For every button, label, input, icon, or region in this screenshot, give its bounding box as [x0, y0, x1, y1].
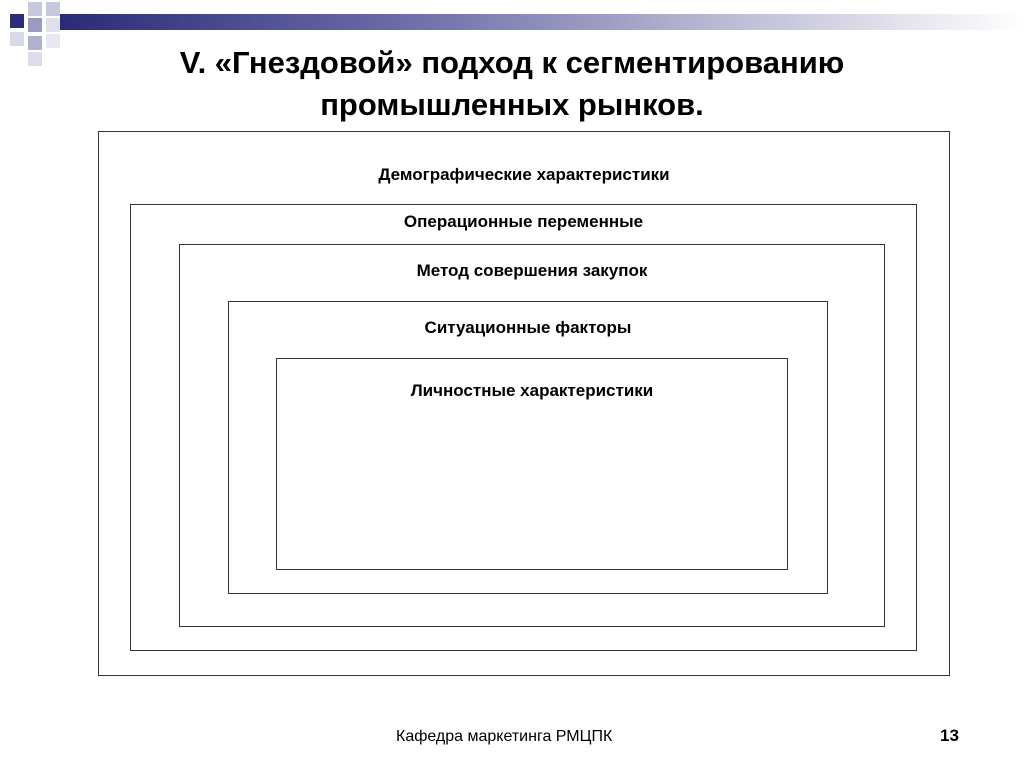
decorative-square: [46, 18, 60, 32]
decorative-square: [28, 36, 42, 50]
layer-label-situational: Ситуационные факторы: [424, 318, 632, 337]
layer-label-operational: Операционные переменные: [403, 212, 644, 231]
decorative-square: [10, 32, 24, 46]
layer-label-personal: Личностные характеристики: [410, 381, 654, 400]
layer-label-purchasing: Метод совершения закупок: [416, 261, 648, 280]
slide-title: [100, 42, 924, 126]
slide-footer: Кафедра маркетинга РМЦПК: [396, 728, 613, 745]
decorative-square: [28, 2, 42, 16]
decorative-header-bar: [60, 14, 1024, 30]
decorative-square: [28, 52, 42, 66]
decorative-square: [28, 18, 42, 32]
slide-title-line2: промышленных рынков.: [320, 87, 704, 122]
decorative-square: [46, 34, 60, 48]
decorative-square: [10, 14, 24, 28]
slide-title-line1: V. «Гнездовой» подход к сегментированию: [179, 45, 845, 80]
decorative-square: [46, 2, 60, 16]
layer-label-demographic: Демографические характеристики: [378, 165, 670, 184]
page-number: 13: [940, 726, 959, 745]
